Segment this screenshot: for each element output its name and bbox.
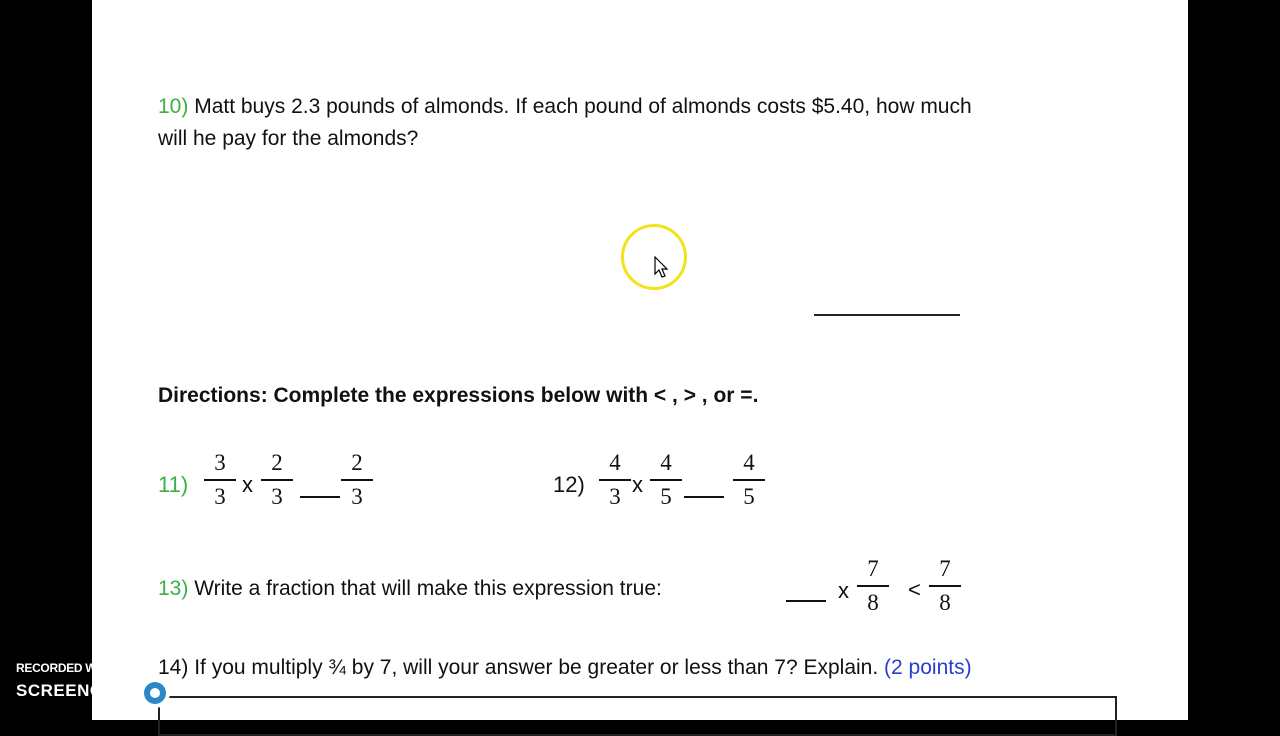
q11-fraction-3: 2 3: [340, 450, 374, 510]
directions-heading: Directions: Complete the expressions below with < , > , or =.: [158, 384, 759, 407]
question-13-number: 13): [158, 577, 189, 600]
question-10-number: 10): [158, 95, 189, 118]
screencast-logo-icon: [138, 676, 172, 710]
question-14-points: (2 points): [884, 656, 972, 679]
question-14-number: 14): [158, 656, 189, 679]
question-14-text: If you multiply ¾ by 7, will your answer be greater or less than 7? Explain.: [194, 656, 879, 679]
question-14-answer-box: [158, 696, 1117, 736]
question-10-line1: [158, 95, 972, 119]
q13-multiply-sign: x: [838, 578, 849, 603]
question-10-text: Matt buys 2.3 pounds of almonds. If each pound of almonds costs $5.40, how much: [194, 95, 972, 118]
q12-fraction-2: 4 5: [649, 450, 683, 510]
answer-line-10: [814, 314, 960, 316]
question-14-line: [158, 656, 972, 680]
q13-fraction-2: 7 8: [928, 556, 962, 616]
q12-multiply-sign: x: [632, 472, 643, 497]
q12-fraction-1: 4 3: [598, 450, 632, 510]
question-12-number: 12): [553, 472, 585, 497]
q13-less-than-sign: <: [908, 577, 921, 602]
question-13-line: [158, 577, 662, 601]
question-11-number: 11): [158, 472, 189, 497]
q11-fraction-2: 2 3: [260, 450, 294, 510]
q13-answer-blank: [786, 600, 826, 602]
watermark-matic-text: MATIC: [176, 681, 232, 700]
q11-fraction-1: 3 3: [203, 450, 237, 510]
watermark-recorded-with: RECORDED WITH: [16, 661, 115, 675]
mouse-pointer-icon: [654, 256, 670, 280]
q11-answer-blank: [300, 496, 340, 498]
question-10-line2: will he pay for the almonds?: [158, 127, 419, 150]
watermark-screencast-text: SCREENCAST: [16, 681, 139, 700]
q12-answer-blank: [684, 496, 724, 498]
q12-fraction-3: 4 5: [732, 450, 766, 510]
q13-fraction-1: 7 8: [856, 556, 890, 616]
q11-multiply-sign: x: [242, 472, 253, 497]
question-13-text: Write a fraction that will make this expression true:: [194, 577, 662, 600]
